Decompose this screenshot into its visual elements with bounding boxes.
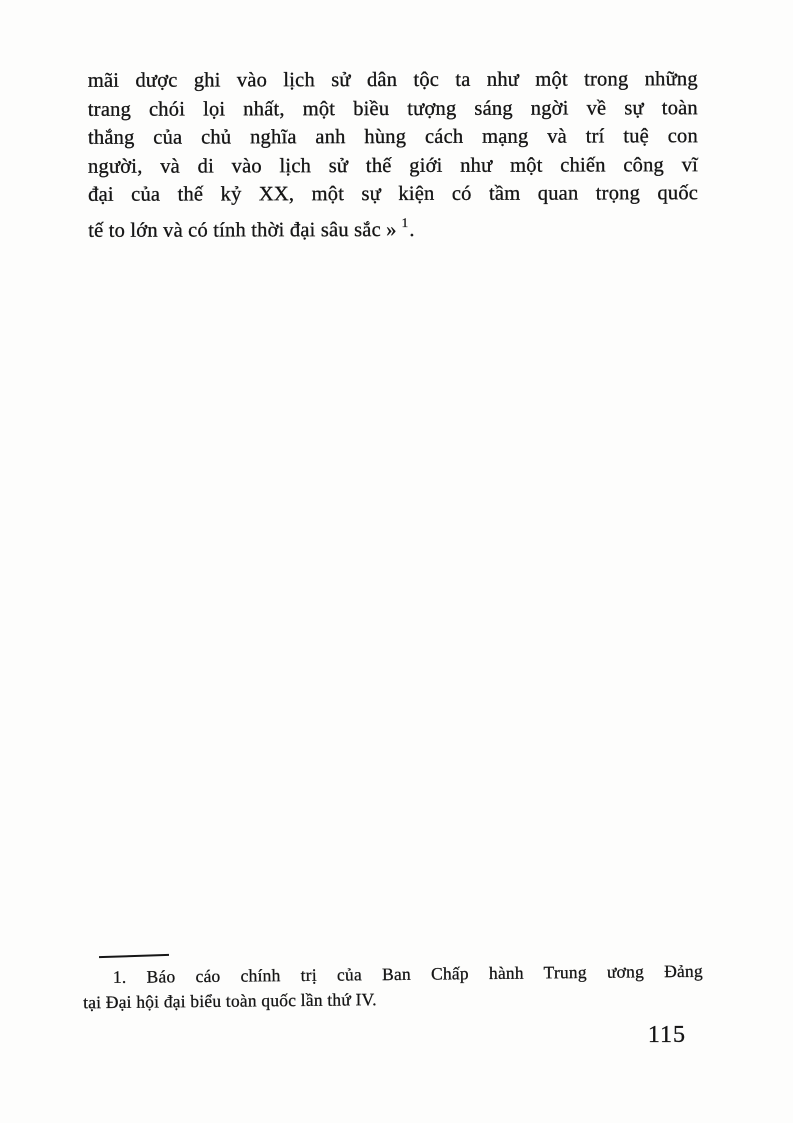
body-line-5: đại của thế kỷ XX, một sự kiện có tầm quan trọng quốc	[88, 182, 699, 207]
footnote-separator-rule	[99, 954, 169, 958]
body-line-1: mãi dược ghi vào lịch sử dân tộc ta như một trong những	[87, 68, 698, 92]
body-line-6-text: tế to lớn và có tính thời đại sâu sắc »	[88, 218, 397, 242]
body-line-6-period: .	[409, 218, 415, 241]
body-paragraph	[88, 65, 698, 245]
body-line-3: thắng của chủ nghĩa anh hùng cách mạng và trí tuệ con	[87, 125, 698, 149]
footnote-line-2: tại Đại hội đại biểu toàn quốc lần thứ IV.	[83, 988, 377, 1012]
footnote-line-1: 1. Báo cáo chính trị của Ban Chấp hành Trung ương Đảng	[112, 960, 703, 987]
footnote-block	[83, 959, 703, 1014]
page-number: 115	[647, 1022, 686, 1048]
body-line-6	[88, 208, 698, 245]
footnote-reference-superscript: 1	[401, 214, 409, 230]
body-line-4: người, và di vào lịch sử thế giới như một chiến công vĩ	[87, 153, 699, 178]
body-line-2: trang chói lọi nhất, một biều tượng sáng ngời về sự toàn	[87, 96, 698, 121]
